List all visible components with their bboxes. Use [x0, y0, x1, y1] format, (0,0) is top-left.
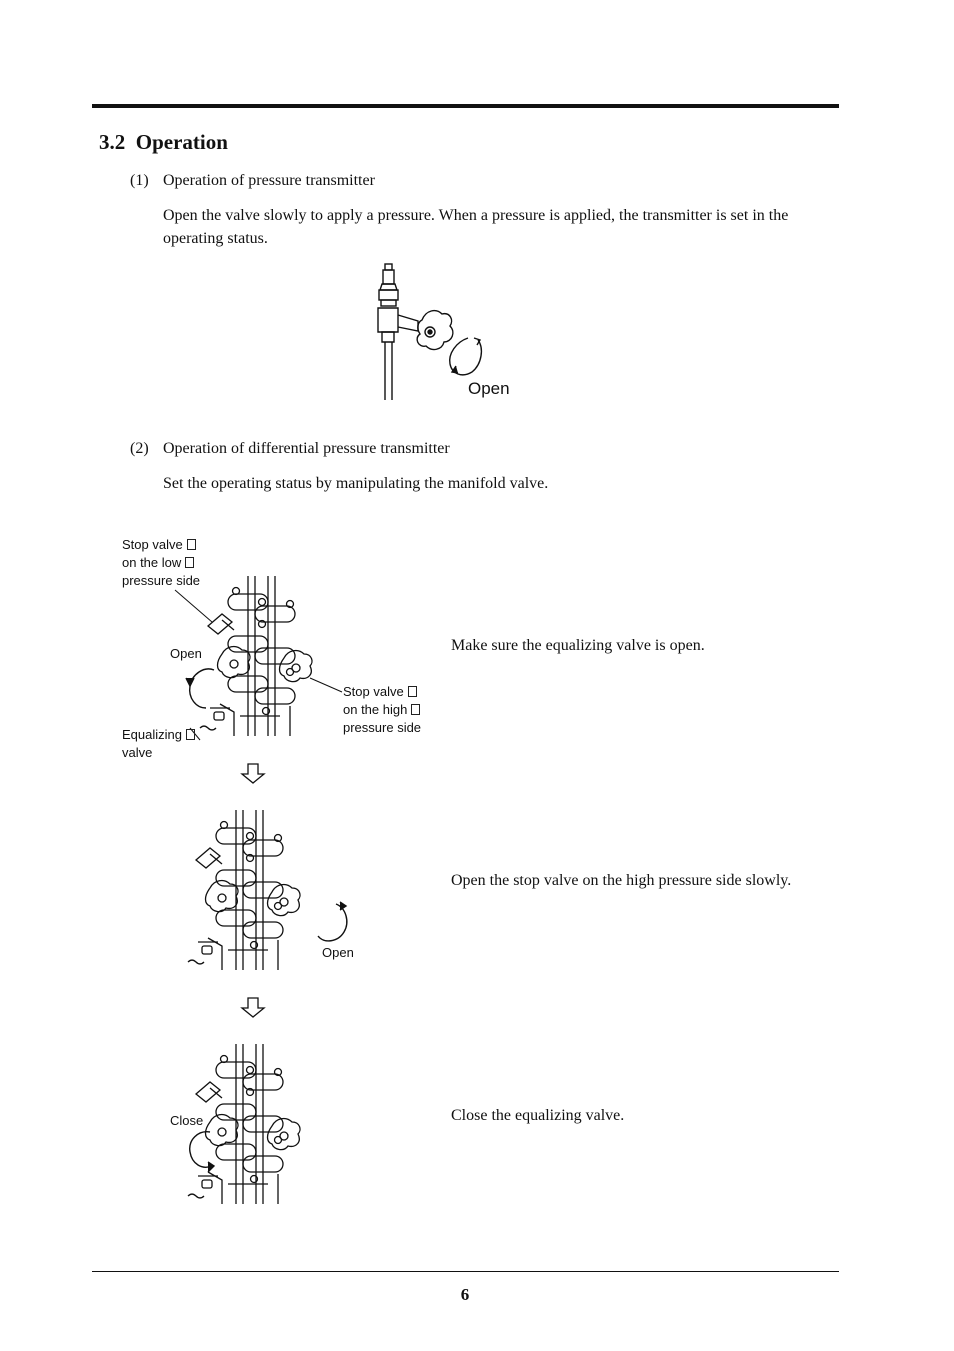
- item2-paragraph: Set the operating status by manipulating the manifold valve.: [163, 475, 549, 492]
- footer-rule: [92, 1271, 839, 1272]
- label-eq-line2: valve: [122, 745, 153, 760]
- box-glyph: [411, 704, 420, 715]
- item1-number: (1): [130, 172, 149, 189]
- label-low-line1: Stop valve: [122, 537, 183, 552]
- label-high-line1: Stop valve: [343, 684, 404, 699]
- page-number: 6: [460, 1285, 470, 1304]
- label-high-side: [343, 683, 421, 737]
- item1-paragraph: Open the valve slowly to apply a pressure. When a pressure is applied, the transmitter is set in the operating status.: [163, 207, 789, 247]
- rotation-arrow-icon: [186, 669, 214, 708]
- valve-open-label: Open: [468, 379, 510, 398]
- manifold-valve-icon: [188, 1044, 328, 1209]
- label-low-side: [122, 536, 200, 590]
- down-arrow-icon: [242, 998, 264, 1017]
- label-equalizing: [122, 726, 195, 762]
- box-glyph: [186, 729, 195, 740]
- box-glyph: [408, 686, 417, 697]
- box-glyph: [185, 557, 194, 568]
- label-close-fig3: Close: [170, 1113, 204, 1128]
- label-eq-line1: Equalizing: [122, 727, 182, 742]
- box-glyph: [187, 539, 196, 550]
- item1-heading-text: Operation of pressure transmitter: [163, 172, 375, 189]
- label-open-fig2: Open: [322, 945, 354, 960]
- label-low-line3: pressure side: [122, 573, 201, 588]
- label-open-fig1: Open: [170, 646, 202, 661]
- label-high-line3: pressure side: [343, 720, 422, 735]
- step-2-text: Open the stop valve on the high pressure side slowly.: [451, 872, 792, 889]
- down-arrow-icon: [242, 764, 264, 783]
- label-high-line2: on the high: [343, 702, 408, 717]
- label-low-line2: on the low: [122, 555, 182, 570]
- step-3-text: Close the equalizing valve.: [451, 1107, 625, 1124]
- item2-number: (2): [130, 440, 149, 457]
- section-heading: Operation: [135, 130, 228, 154]
- manifold-valve-icon: [188, 810, 328, 975]
- section-number: 3.2: [99, 130, 126, 154]
- item2-heading-text: Operation of differential pressure transmitter: [163, 440, 450, 457]
- step-1-text: Make sure the equalizing valve is open.: [451, 637, 705, 654]
